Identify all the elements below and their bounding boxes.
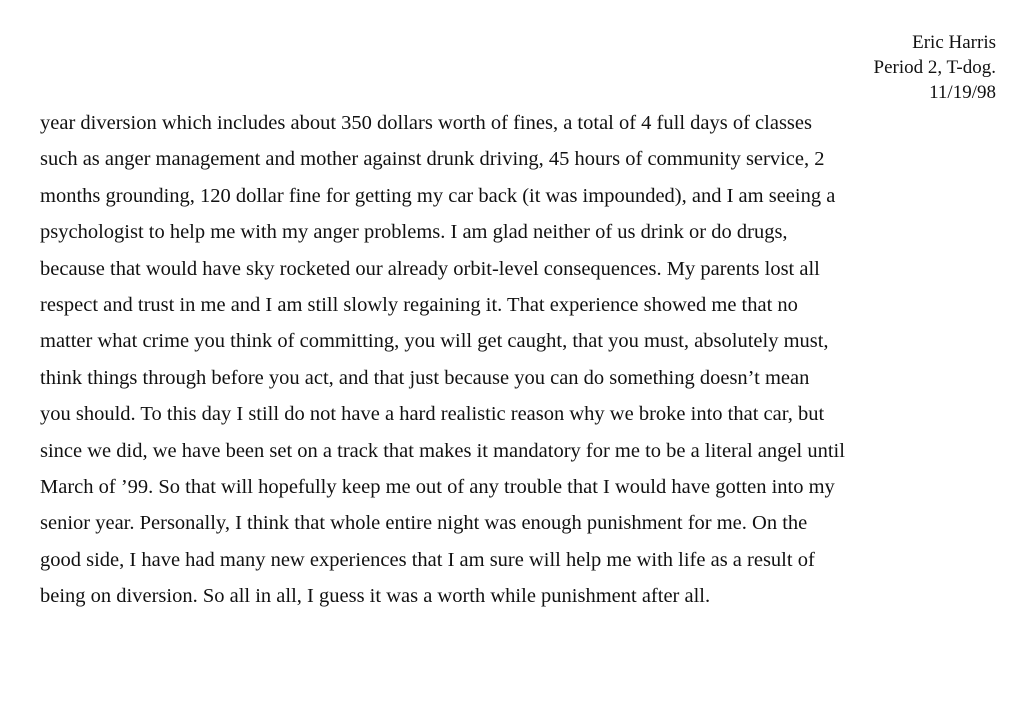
text-line: psychologist to help me with my anger problems. I am glad neither of us drink or do drugs, <box>40 221 788 244</box>
class-period: Period 2, T-dog. <box>873 57 996 78</box>
text-line: such as anger management and mother against drunk driving, 45 hours of community service, 2 <box>40 148 825 171</box>
text-line: good side, I have had many new experiences that I am sure will help me with life as a result of <box>40 548 815 571</box>
text-line: year diversion which includes about 350 dollars worth of fines, a total of 4 full days of classes <box>40 112 812 134</box>
text-line: since we did, we have been set on a track that makes it mandatory for me to be a literal angel until <box>40 439 845 462</box>
text-line: think things through before you act, and that just because you can do something doesn’t mean <box>40 366 810 389</box>
text-line: March of ’99. So that will hopefully keep me out of any trouble that I would have gotten into my <box>40 475 835 498</box>
author-name: Eric Harris <box>912 32 996 53</box>
text-line: senior year. Personally, I think that whole entire night was enough punishment for me. On the <box>40 512 808 535</box>
text-line: months grounding, 120 dollar fine for getting my car back (it was impounded), and I am seeing a <box>40 184 836 207</box>
body-text <box>40 105 1010 614</box>
document-date: 11/19/98 <box>929 82 996 103</box>
text-line: matter what crime you think of committing, you will get caught, that you must, absolutely must, <box>40 330 829 353</box>
text-line: because that would have sky rocketed our already orbit-level consequences. My parents lost all <box>40 257 820 280</box>
text-line: being on diversion. So all in all, I guess it was a worth while punishment after all. <box>40 585 711 608</box>
document-header <box>874 30 996 105</box>
text-line: you should. To this day I still do not have a hard realistic reason why we broke into that car, but <box>40 403 825 426</box>
text-line: respect and trust in me and I am still slowly regaining it. That experience showed me that no <box>40 293 798 316</box>
